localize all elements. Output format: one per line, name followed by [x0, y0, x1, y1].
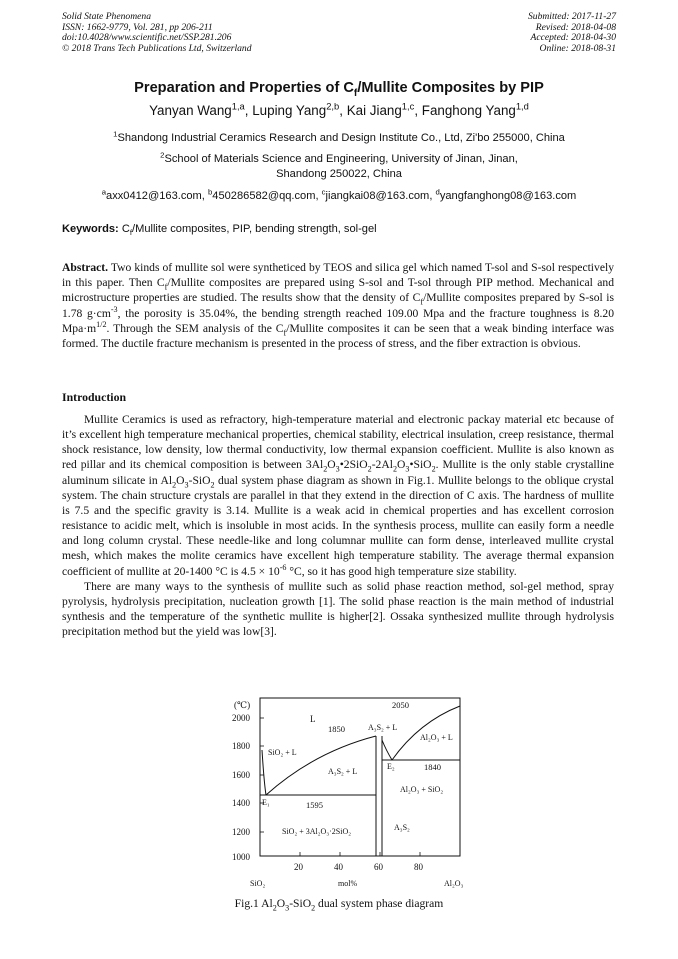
abstract: Abstract. Two kinds of mullite sol were syntheticed by TEOS and silica gel which named T-sol and S-sol respectively in this paper. Then $C_f$/Mullite composites are prepared using S-sol and T-sol through PIP method. Mechanical and microstructure properties are studied. The results show that the density of $C_f$/Mullite composites prepared by S-sol is 1.78 $g\cdot cm^{-3}$, the porosity is 35.04%, the bending strength reached 109.00 Mpa and the fracture toughness is 8.20 $Mpa\cdot m^{1/2}$. Through the SEM analysis of the $C_f$/Mullite composites it can be seen that a weak binding interface was formed. The ductile fracture mechanism is presented in the process of stress, and the fiber extraction is obvious.: [62, 261, 614, 351]
region-label: 1595: [306, 800, 323, 810]
journal-info: [62, 12, 252, 54]
region-label: A₃S₂ + L: [368, 723, 398, 732]
affiliation-2: $^2$School of Materials Science and Engineering, University of Jinan, Jinan, Shandong 250022, China: [160, 150, 518, 180]
y-tick-label: 1000: [232, 852, 250, 862]
revised-date: Revised: 2018-04-08: [535, 21, 616, 33]
region-label: A₃S₂: [394, 823, 410, 832]
region-label: E₂: [387, 762, 395, 771]
author-name: Fanghong Yang: [421, 103, 516, 118]
region-label: E₁: [262, 798, 270, 807]
region-label: SiO₂ + L: [268, 748, 297, 757]
author-name: Yanyan Wang: [149, 103, 232, 118]
x-axis-title: mol%: [338, 879, 358, 888]
journal-copyright: © 2018 Trans Tech Publications Ltd, Switzerland: [62, 42, 252, 54]
x-axis-left-label: SiO₂: [250, 879, 266, 888]
author-emails: $^a$axx0412@163.com, $^b$450286582@qq.com, $^c$jiangkai08@163.com, $^d$yangfanghong08@163.com: [101, 187, 577, 202]
email-link[interactable]: jiangkai08@163.com: [325, 190, 430, 202]
region-label: SiO₂ + 3Al₂O₃·2SiO₂: [282, 827, 352, 836]
introduction-body: [62, 412, 614, 639]
region-label: Al₂O₃ + L: [420, 733, 453, 742]
journal-issn: ISSN: 1662-9779, Vol. 281, pp 206-211: [62, 21, 213, 33]
journal-doi: doi:10.4028/www.scientific.net/SSP.281.206: [62, 32, 232, 44]
author-name: Luping Yang: [252, 103, 327, 118]
abstract-label: Abstract.: [62, 261, 109, 274]
x-axis-right-label: Al₂O₃: [444, 879, 464, 888]
online-date: Online: 2018-08-31: [539, 42, 616, 54]
paper-title: Preparation and Properties of $C_f$/Mullite Composites by PIP: [134, 80, 544, 99]
x-tick-label: 80: [414, 862, 423, 872]
region-label: 1850: [328, 724, 345, 734]
region-label: 1840: [424, 762, 441, 772]
y-tick-label: 1200: [232, 827, 250, 837]
figure-caption: Fig.1 $Al_2O_3-SiO_2$ dual system phase diagram: [234, 897, 444, 913]
submission-dates: [528, 12, 616, 54]
accepted-date: Accepted: 2018-04-30: [530, 32, 616, 44]
journal-name: Solid State Phenomena: [62, 11, 151, 22]
author-list: Yanyan Wang$^{1,a}$, Luping Yang$^{2,b}$, Kai Jiang$^{1,c}$, Fanghong Yang$^{1,d}$: [149, 101, 529, 118]
submitted-date: Submitted: 2017-11-27: [527, 11, 616, 22]
x-tick-label: 20: [294, 862, 303, 872]
y-unit-label: (℃): [234, 700, 251, 710]
region-label: Al₂O₃ + SiO₂: [400, 785, 444, 794]
section-heading-introduction: Introduction: [62, 390, 127, 404]
keywords: Keywords: $C_f$/Mullite composites, PIP, bending strength, sol-gel: [62, 223, 377, 238]
paragraph: Mullite Ceramics is used as refractory, high-temperature material and electronic packay material etc because of it’s excellent high temperature mechanical properties, chemical stability, electrical insulation, creep resistance, thermal shock resistance, low density, low thermal conductivity, low thermal expansion coefficient. Mullite is also known as red pillar and its chemical composition is between $3Al_2O_3•2SiO_2-2Al_2O_3•SiO_2$. Mullite is the only stable crystalline aluminum silicate in $Al_2O_3-SiO_2$ dual system phase diagram as shown in Fig.1. Mullite belongs to the oblique crystal system. The chain structure crystals are parallel in that they extend in the direction of C axis. The hardness of mullite is 7.5 and the specific gravity is 3.14. Mullite is a weak acid in chemical properties and has excellent corrosion resistance to acidic melt, which is insoluble in most acids. In the synthesis process, mullite can easily form a needle and long column crystal. These needle-like and long columnar mullite can form dense, interleaved mullite crystal mesh, which makes the molite ceramics have excellent high temperature stability. The average thermal expansion coefficient of mullite at 20-1400 °C is $4.5 \times 10^{-6}$ °C, so it has good high temperature size stability.: [62, 413, 615, 578]
region-label: A₃S₂ + L: [328, 767, 358, 776]
phase-diagram-figure: [224, 692, 474, 894]
x-tick-label: 60: [374, 862, 383, 872]
paragraph: There are many ways to the synthesis of mullite such as solid phase reaction method, sol-gel method, spray pyrolysis, hydrolysis precipitation, nucleation growth [1]. The solid phase reaction is the main method of industrial synthesis and the temperature of the synthetic mullite is higher[2]. Ossaka synthesized mullite through hydrolysis precipitation method but the yield was low[3].: [62, 579, 614, 639]
y-tick-label: 1600: [232, 770, 250, 780]
author-name: Kai Jiang: [346, 103, 402, 118]
region-label: 2050: [392, 700, 409, 710]
y-tick-label: 1800: [232, 741, 250, 751]
x-tick-label: 40: [334, 862, 343, 872]
region-label: L: [310, 714, 316, 724]
email-link[interactable]: axx0412@163.com: [106, 190, 202, 202]
affiliation-1: $^1$Shandong Industrial Ceramics Research and Design Institute Co., Ltd, Zi'bo 255000, China: [113, 129, 565, 144]
email-link[interactable]: 450286582@qq.com: [212, 190, 316, 202]
y-tick-label: 2000: [232, 713, 250, 723]
y-tick-label: 1400: [232, 798, 250, 808]
email-link[interactable]: yangfanghong08@163.com: [439, 190, 577, 202]
